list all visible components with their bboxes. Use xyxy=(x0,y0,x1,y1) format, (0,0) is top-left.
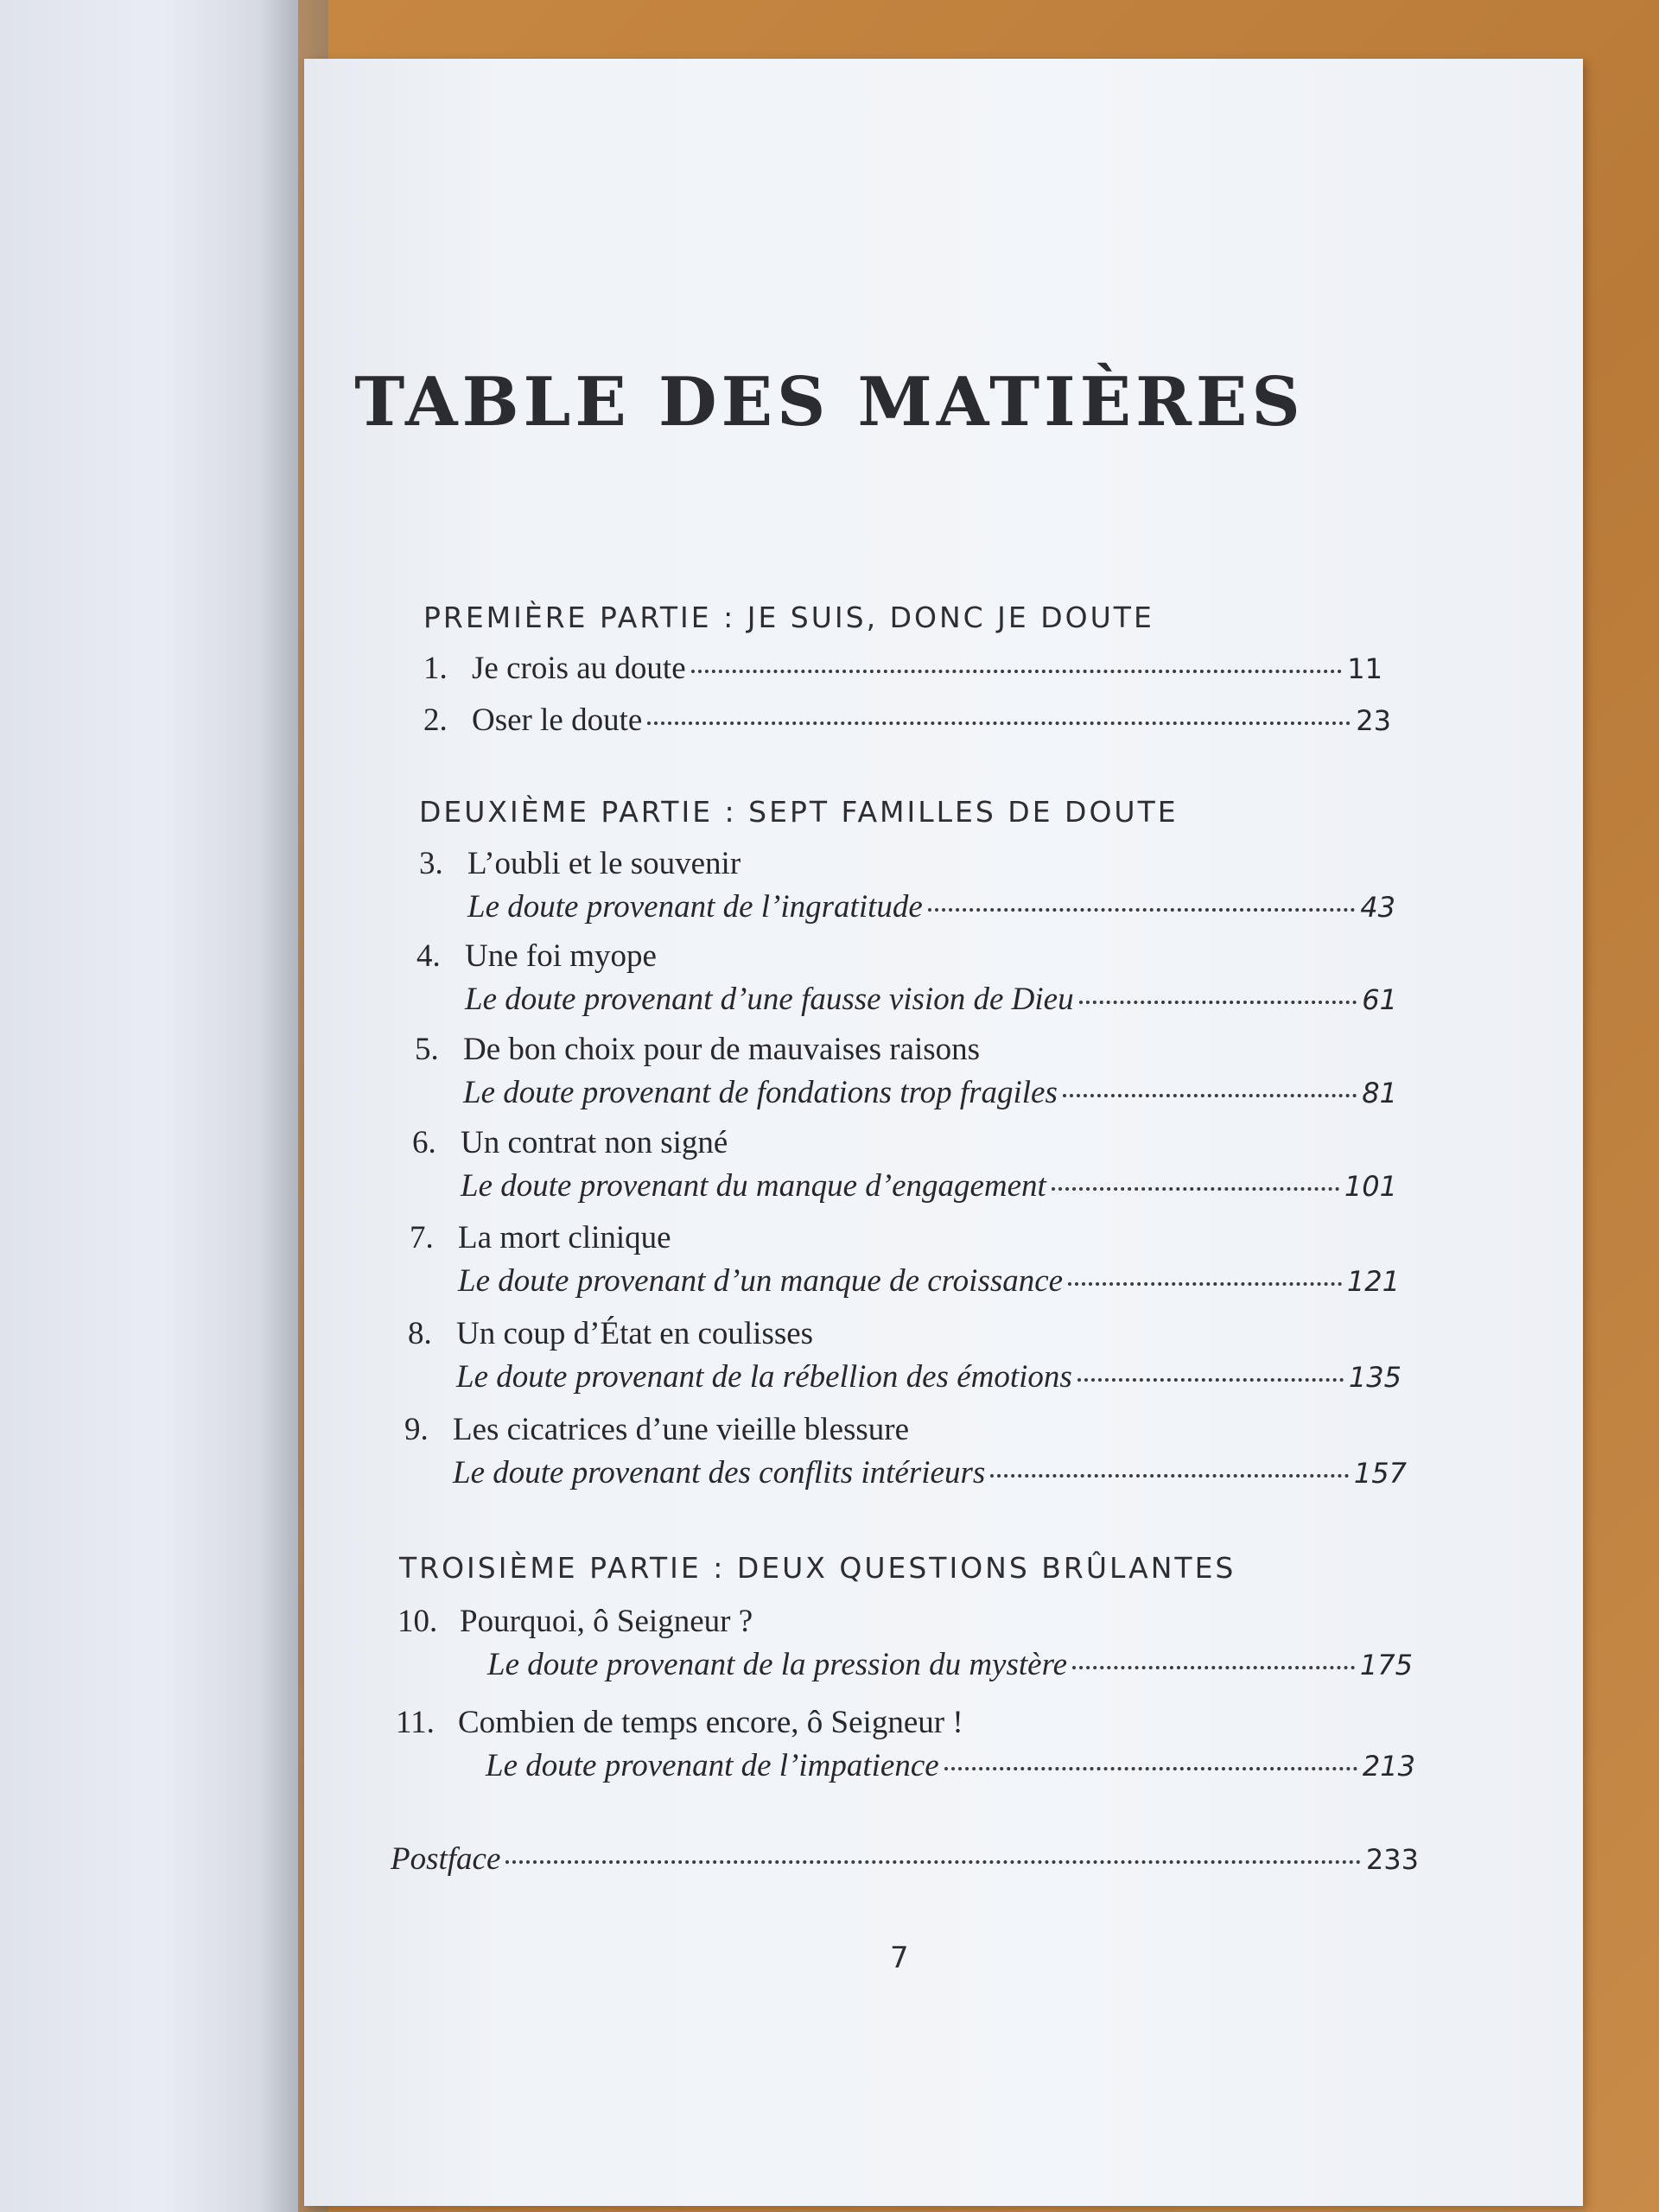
leader-dots xyxy=(505,1860,1361,1864)
leader-dots xyxy=(1063,1094,1357,1097)
chapter-title: Je crois au doute xyxy=(472,651,686,686)
chapter-title: De bon choix pour de mauvaises raisons xyxy=(463,1032,981,1067)
leader-dots xyxy=(647,721,1351,725)
page-number: 121 xyxy=(1346,1265,1400,1298)
toc-entry xyxy=(396,1704,1415,1799)
chapter-number: 1. xyxy=(423,651,448,686)
page-number: 43 xyxy=(1360,891,1395,924)
toc-entry xyxy=(423,702,1391,753)
chapter-title: Combien de temps encore, ô Seigneur ! xyxy=(458,1705,963,1740)
folio-page-number: 7 xyxy=(890,1941,909,1975)
chapter-title: Oser le doute xyxy=(472,702,643,738)
toc-entry xyxy=(415,1031,1397,1126)
chapter-title: La mort clinique xyxy=(458,1220,671,1255)
chapter-title: Les cicatrices d’une vieille blessure xyxy=(453,1412,910,1447)
leader-dots xyxy=(1077,1378,1344,1382)
chapter-subtitle: Le doute provenant d’une fausse vision de Dieu xyxy=(465,982,1074,1017)
chapter-number: 2. xyxy=(423,702,448,738)
toc-entry xyxy=(412,1124,1397,1219)
toc-entry xyxy=(408,1315,1402,1410)
chapter-number: 9. xyxy=(404,1412,429,1447)
chapter-number: 6. xyxy=(412,1125,436,1160)
leader-dots xyxy=(944,1767,1357,1770)
leader-dots xyxy=(990,1474,1349,1478)
leader-dots xyxy=(1079,1001,1357,1004)
chapter-subtitle: Le doute provenant de l’ingratitude xyxy=(467,889,923,925)
chapter-number: 5. xyxy=(415,1032,439,1067)
page-number: 213 xyxy=(1362,1750,1415,1783)
chapter-subtitle: Le doute provenant d’un manque de croissance xyxy=(458,1263,1064,1299)
toc-entry xyxy=(423,650,1382,702)
page-number: 81 xyxy=(1362,1077,1397,1109)
page-title: TABLE DES MATIÈRES xyxy=(354,363,1305,442)
chapter-number: 10. xyxy=(397,1604,438,1639)
chapter-number: 3. xyxy=(419,846,443,881)
leader-dots xyxy=(691,670,1343,673)
leader-dots xyxy=(928,908,1355,912)
part-heading: TROISIÈME PARTIE : DEUX QUESTIONS BRÛLANTES xyxy=(399,1551,1236,1585)
page-number: 233 xyxy=(1365,1843,1419,1876)
leader-dots xyxy=(1068,1282,1342,1286)
toc-entry xyxy=(410,1219,1400,1314)
left-page xyxy=(0,0,298,2212)
chapter-subtitle: Le doute provenant de la pression du mystère xyxy=(487,1647,1068,1682)
leader-dots xyxy=(1052,1187,1339,1191)
chapter-title: Un contrat non signé xyxy=(461,1125,728,1160)
chapter-number: 4. xyxy=(416,938,441,974)
page-number: 175 xyxy=(1359,1649,1413,1681)
toc-entry-postface xyxy=(391,1840,1419,1892)
page-number: 61 xyxy=(1362,983,1397,1016)
toc-entry xyxy=(397,1603,1413,1698)
toc-entry xyxy=(419,845,1395,940)
chapter-title: Pourquoi, ô Seigneur ? xyxy=(460,1604,753,1639)
leader-dots xyxy=(1072,1666,1355,1669)
chapter-title: Une foi myope xyxy=(465,938,657,974)
chapter-subtitle: Le doute provenant des conflits intérieurs xyxy=(453,1455,986,1491)
chapter-number: 8. xyxy=(408,1316,432,1351)
postface-title: Postface xyxy=(391,1841,501,1877)
page-number: 23 xyxy=(1356,704,1391,737)
page-number: 157 xyxy=(1353,1457,1407,1490)
page-number: 135 xyxy=(1348,1361,1402,1394)
chapter-subtitle: Le doute provenant de la rébellion des émotions xyxy=(456,1359,1072,1395)
toc-entry xyxy=(416,938,1397,1033)
chapter-number: 11. xyxy=(396,1705,435,1740)
chapter-title: Un coup d’État en coulisses xyxy=(456,1316,814,1351)
part-heading: PREMIÈRE PARTIE : JE SUIS, DONC JE DOUTE xyxy=(423,601,1154,634)
chapter-title: L’oubli et le souvenir xyxy=(467,846,741,881)
chapter-number: 7. xyxy=(410,1220,434,1255)
chapter-subtitle: Le doute provenant du manque d’engagement xyxy=(461,1168,1046,1204)
toc-entry xyxy=(404,1411,1407,1506)
part-heading: DEUXIÈME PARTIE : SEPT FAMILLES DE DOUTE xyxy=(419,795,1179,829)
page-number: 101 xyxy=(1344,1170,1397,1203)
chapter-subtitle: Le doute provenant de l’impatience xyxy=(486,1748,939,1783)
chapter-subtitle: Le doute provenant de fondations trop fragiles xyxy=(463,1075,1058,1110)
page-number: 11 xyxy=(1347,652,1382,685)
